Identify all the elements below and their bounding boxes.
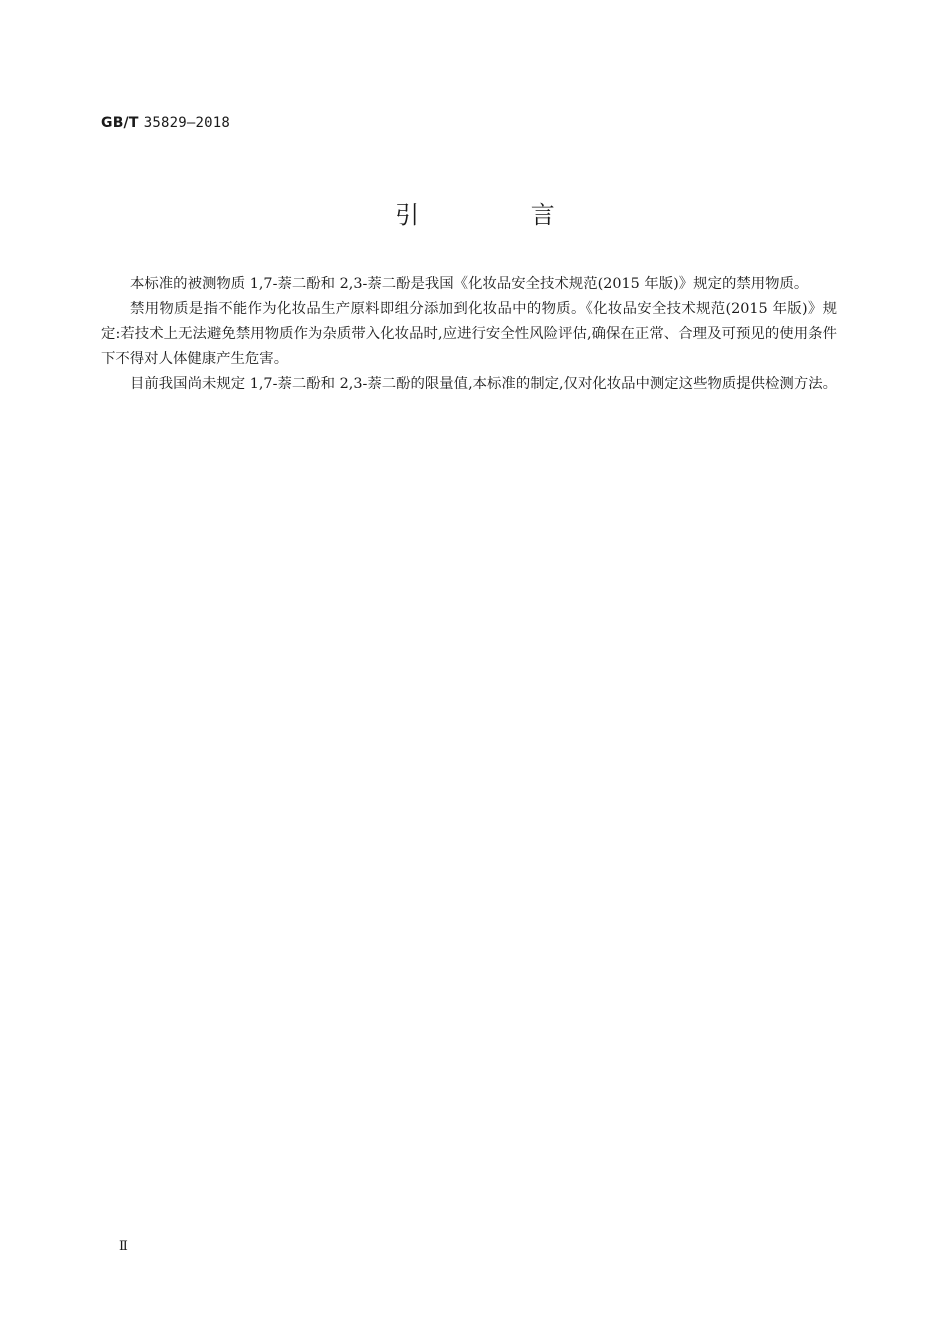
standard-code (101, 115, 230, 131)
paragraph-1: 本标准的被测物质 1,7-萘二酚和 2,3-萘二酚是我国《化妆品安全技术规范(2015 年版)》规定的禁用物质。 (130, 276, 809, 292)
page-number: Ⅱ (119, 1239, 128, 1254)
paragraph-3: 目前我国尚未规定 1,7-萘二酚和 2,3-萘二酚的限量值,本标准的制定,仅对化妆品中测定这些物质提供检测方法。 (130, 376, 837, 392)
introduction-body (101, 272, 837, 397)
section-title: 引 言 (395, 201, 607, 229)
standard-prefix: GB/T (101, 115, 139, 131)
paragraph-2: 禁用物质是指不能作为化妆品生产原料即组分添加到化妆品中的物质。《化妆品安全技术规范(2015 年版)》规定:若技术上无法避免禁用物质作为杂质带入化妆品时,应进行安全性风险评估,确保在正常、合理及可预见的使用条件下不得对人体健康产生危害。 (101, 301, 837, 367)
standard-number: 35829—2018 (143, 115, 231, 131)
